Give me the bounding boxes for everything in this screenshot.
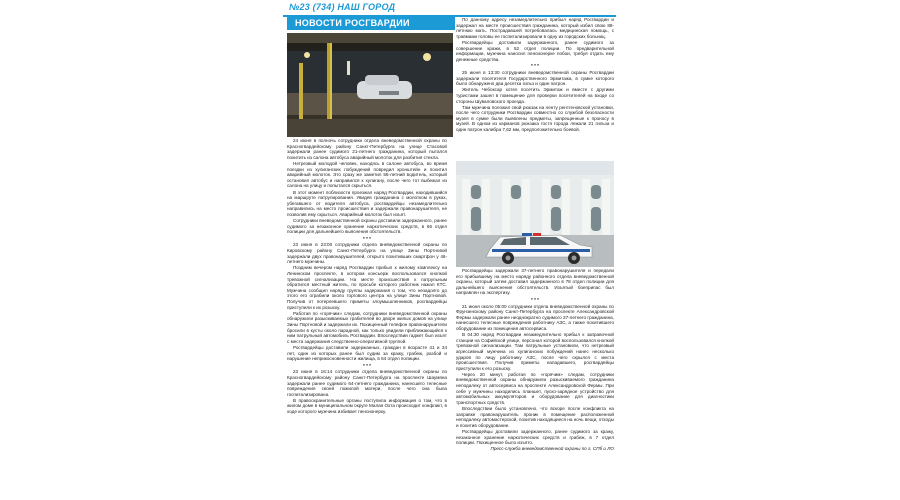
- issue-number: №23 (734) НАШ ГОРОД: [289, 2, 396, 12]
- right-paragraph: В 04:30 наряд Росгвардии незамедлительно прибыл к заправочной станции на Софийской улице, персонал которой воспользовался кнопкой тревожной сигнализации. Там патрульные установили, что нетрезвый агрессивный мужчина из хулиганских побуждений нанес несколько ударов по лицу работнику АЗС, после чего скрылся с места происшествия. Получив приметы нападавшего, росгвардейцы приступили к его розыску.: [456, 332, 614, 371]
- left-paragraph: 24 июня в полночь сотрудники отдела вневедомственной охраны по Красногвардейскому району Санкт-Петербурга на улице Стасовой задержали ранее судимого 21-летнего гражданина, который пытался похитить из салона автобуса аварийный молоток для разбития стекла.: [287, 138, 447, 160]
- left-paragraph: 23 июня в 23:00 сотрудники отдела вневедомственной охраны по Кировскому району Санкт-Петербурга на улице Зины Портновой задержали двух правонарушителей, открыто похитивших смартфон у 46-летнего мужчины.: [287, 242, 447, 265]
- right-paragraph: Там мужчина положил свой рюкзак на ленту рентгеновской установки, после чего сотрудники Росгвардии совместно со службой безопасности музея в сумке были выявлены предметы, запрещенные к проносу в музей. В одном из карманов рюкзака гостя города лежали 21 гильза и один патрон калибра 7,62 мм, предположительно боевой.: [456, 104, 614, 133]
- left-paragraph: 23 июня в 16:14 сотрудники отдела вневедомственной охраны по Красногвардейскому району Санкт-Петербурга на проспекте Шаумяна задержали ранее судимого 64-летнего гражданина, нанесшего телесные повреждения своей пожилой матери, после чего она была госпитализирована.: [287, 369, 447, 397]
- right-paragraph: По данному адресу незамедлительно прибыл наряд Росгвардии и задержал на месте происшествия гражданина, который избил свою 88-летнюю мать. Пострадавшей потребовалась медицинская помощь, с травмами головы ее госпитализировали в одну из городских больниц.: [456, 17, 614, 39]
- right-paragraph: 21 июня около 05:00 сотрудники отдела вневедомственной охраны по Фрунзенскому району Санкт-Петербурга на проспекте Александровской Фермы задержали ранее неоднократно судимого 37-летнего гражданина, нанесшего телесные повреждения работнику АЗС, а также похитившего оборудование из помещения автосервиса.: [456, 303, 614, 331]
- hermitage-museum-police-car-photo: [456, 161, 614, 267]
- left-paragraph: В этот момент поблизости проезжал наряд Росгвардии, находившийся на маршруте патрулирования. Увидев гражданина с молотком в руках, убегавшего от водителя автобуса, росгвардейцы незамедлительно направились на место происшествия и задержали правонарушителя, не позволив ему скрыться. Аварийный молоток был изъят.: [287, 189, 447, 217]
- right-paragraph: Впоследствии было установлено, что вскоре после конфликта на заправке правонарушитель проник в помещение расположенной неподалеку автомастерской, похитив находящиеся на ночь вещи, отходы и похитив оборудование.: [456, 406, 614, 428]
- left-paragraph: Работая по «горячим» следам, сотрудники вневедомственной охраны обнаружили разыскиваемых грабителей во дворе жилых домов на улице Зины Портновой и задержали их. Похищенный телефон правонарушители бросили в кусты около парадной, как только увидели приближающийся к ним патрульный автомобиль Росгвардии. Впоследствии гаджет был изъят с места задержания следственно-оперативной группой.: [287, 310, 447, 344]
- right-paragraph: 25 июня в 13:30 сотрудники вневедомственной охраны Росгвардии задержали посетителя Государственного Эрмитажа, в сумке которого было обнаружено два десятка гильз и один патрон.: [456, 69, 614, 87]
- right-paragraph: Росгвардейцы задержали 37-летнего правонарушителя и передали его прибывшему на место наряду районного отдела вневедомственной охраны, который затем доставил задержанного в 78 отдел полиции для дальнейшего выяснения обстоятельств. Изъятый боеприпас был направлен на экспертизу.: [456, 268, 614, 296]
- left-paragraph: Поздним вечером наряд Росгвардии прибыл к жилому комплексу на Ленинском проспекте, в котором консьерж воспользовался кнопкой тревожной сигнализации. На месте происшествия к патрульным обратился местный житель, по просьбе которого работник нажал КТС. Мужчина сообщил наряду группы задержания о том, что незадолго до этого его ограбили около торгового центра на улице Зины Портновой. Получив от потерпевшего приметы злоумышленников, росгвардейцы приступили к их розыску.: [287, 265, 447, 310]
- article-separator: * * *: [531, 63, 539, 69]
- left-paragraph: Сотрудники вневедомственной охраны доставили задержанного, ранее судимого за незаконное хранение наркотических средств, в 66 отдел полиции для дальнейшего выяснения обстоятельств.: [287, 218, 447, 235]
- left-paragraph: Нетрезвый молодой человек, находясь в салоне автобуса, во время поездки из хулиганских побуждений повредил кронштейн и похитил аварийный молоток. Это сразу же заметил 56-летний водитель, который остановил автобус и направился к хулигану, после чего тот выбежал из салона на улицу и попытался скрыться.: [287, 160, 447, 189]
- right-article-column-bottom: [456, 268, 614, 500]
- right-article-column-top: [456, 17, 614, 162]
- press-service-signature: Пресс-служба вневедомственной охраны по г. СПб и ЛО: [490, 446, 614, 452]
- left-paragraph: Росгвардейцы доставили задержанных, граждан в возрасте 41 и 34 лет, один из которых ранее был судим за кражу, грабеж, разбой и нарушение неприкосновенности жилища, в 64 отдел полиции.: [287, 344, 447, 362]
- left-paragraph: В правоохранительные органы поступила информация о том, что в жилом доме в муниципальном округе Малая Охта происходит конфликт, в ходе которого мужчина избивает пенсионерку.: [287, 397, 447, 415]
- right-paragraph: Росгвардейцы доставили задержанного, ранее судимого за совершение кражи, в 52 отдел полиции. По предварительной информации, мужчина наносил пенсионерке побои, требуя отдать ему денежные средства.: [456, 39, 614, 62]
- bus-interior-night-photo: [287, 33, 453, 137]
- section-title: НОВОСТИ РОСГВАРДИИ: [287, 17, 455, 30]
- right-paragraph: Житель Чебоксар хотел посетить Эрмитаж и вместе с другими туристами зашел в помещение для проверки посетителей на входе со стороны Шуваловского проезда.: [456, 87, 614, 104]
- left-article-column: [287, 138, 447, 500]
- article-separator: * * *: [363, 362, 371, 368]
- article-separator: * * *: [531, 296, 539, 302]
- newspaper-page: [283, 0, 616, 500]
- right-paragraph: Росгвардейцы доставили задержанного, ранее судимого за кражу, незаконное хранение наркотических средств и грабеж, в 7 отдел полиции. Похищенное было изъято.: [456, 429, 614, 446]
- page-header: [283, 0, 616, 14]
- article-separator: * * *: [363, 235, 371, 241]
- right-paragraph: Через 20 минут, работая по «горячим» следам, сотрудники вневедомственной охраны обнаружили разыскиваемого гражданина неподалеку от автосервиса на проспекте Александровской Фермы. При себе у мужчины находились планшет, пуско-зарядное устройство для автомобильных аккумуляторов и оборудование для диагностики транспортных средств.: [456, 371, 614, 405]
